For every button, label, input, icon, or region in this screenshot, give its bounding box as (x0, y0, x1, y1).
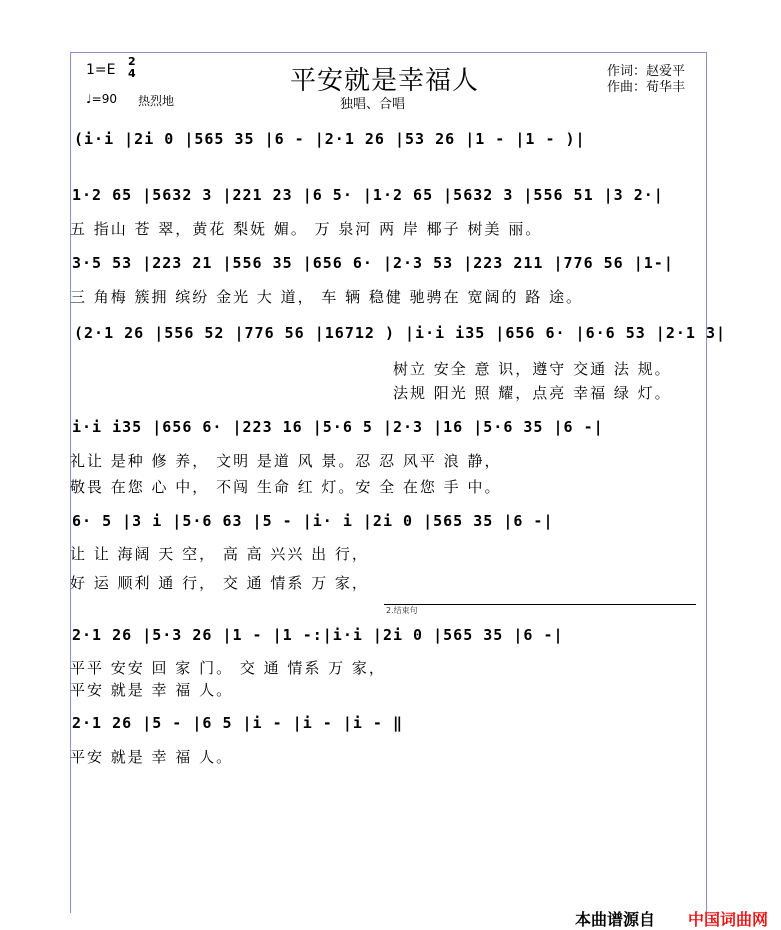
lyric-line-5a: 礼让 是种 修 养， 文明 是道 风 景。忍 忍 风平 浪 静， (70, 452, 502, 470)
notation-line-3: 3·5 53 |223 21 |556 35 |656 6· |2·3 53 |223 211 |776 56 |1-| (72, 254, 674, 272)
lyric-line-3a: 三 角梅 簇拥 缤纷 金光 大 道， 车 辆 稳健 驰骋在 宽阔的 路 途。 (70, 288, 583, 306)
notation-line-8: 2·1 26 |5 - |6 5 |i - |i - |i - ‖ (72, 714, 404, 732)
notation-line-5: i·i i35 |656 6· |223 16 |5·6 5 |2·3 |16 |5·6 35 |6 -| (72, 418, 604, 436)
lyric-line-8a: 平安 就是 幸 福 人。 (70, 748, 234, 766)
notation-line-6: 6· 5 |3 i |5·6 63 |5 - |i· i |2i 0 |565 35 |6 -| (72, 512, 554, 530)
lyric-line-7a: 平平 安安 回 家 门。 交 通 情系 万 家， (70, 659, 386, 677)
notation-line-7: 2·1 26 |5·3 26 |1 - |1 -:|i·i |2i 0 |565 35 |6 -| (72, 626, 564, 644)
lyric-line-6a: 让 让 海阔 天 空， 高 高 兴兴 出 行， (70, 545, 369, 563)
volta-bracket (384, 604, 696, 613)
site-name-link[interactable]: 中国词曲网 (688, 910, 769, 929)
lyric-line-4a: 树立 安全 意 识，遵守 交通 法 规。 (393, 360, 672, 378)
tempo-marking: ♩=90 (86, 92, 117, 106)
lyric-line-6b: 好 运 顺利 通 行， 交 通 情系 万 家， (70, 574, 369, 592)
notation-line-4: (2·1 26 |556 52 |776 56 |16712 ) |i·i i35 |656 6· |6·6 53 |2·1 3| (74, 324, 726, 342)
composer-credit: 作曲：荀华丰 (607, 80, 686, 95)
lyric-line-5b: 敬畏 在您 心 中， 不闯 生命 红 灯。安 全 在您 手 中。 (70, 478, 502, 496)
notation-line-2: 1·2 65 |5632 3 |221 23 |6 5· |1·2 65 |5632 3 |556 51 |3 2·| (72, 186, 664, 204)
source-label: 本曲谱源自 (575, 910, 656, 929)
expression-marking: 热烈地 (138, 94, 175, 108)
lyric-line-7b: 平安 就是 幸 福 人。 (70, 681, 234, 699)
performance-type: 独唱、合唱 (340, 97, 406, 112)
lyric-line-2a: 五 指山 苍 翠，黄花 梨妩 媚。 万 泉河 两 岸 椰子 树美 丽。 (70, 220, 543, 238)
lyricist-credit: 作词：赵爱平 (607, 64, 686, 79)
notation-line-1: (i·i |2i 0 |565 35 |6 - |2·1 26 |53 26 |1 - |1 - )| (74, 130, 586, 148)
song-title: 平安就是幸福人 (290, 66, 480, 96)
time-signature: 2 4 (128, 55, 136, 80)
lyric-line-4b: 法规 阳光 照 耀，点亮 幸福 绿 灯。 (393, 384, 672, 402)
volta-label: 2.结束句 (386, 606, 418, 615)
key-signature: 1=E (86, 62, 116, 78)
